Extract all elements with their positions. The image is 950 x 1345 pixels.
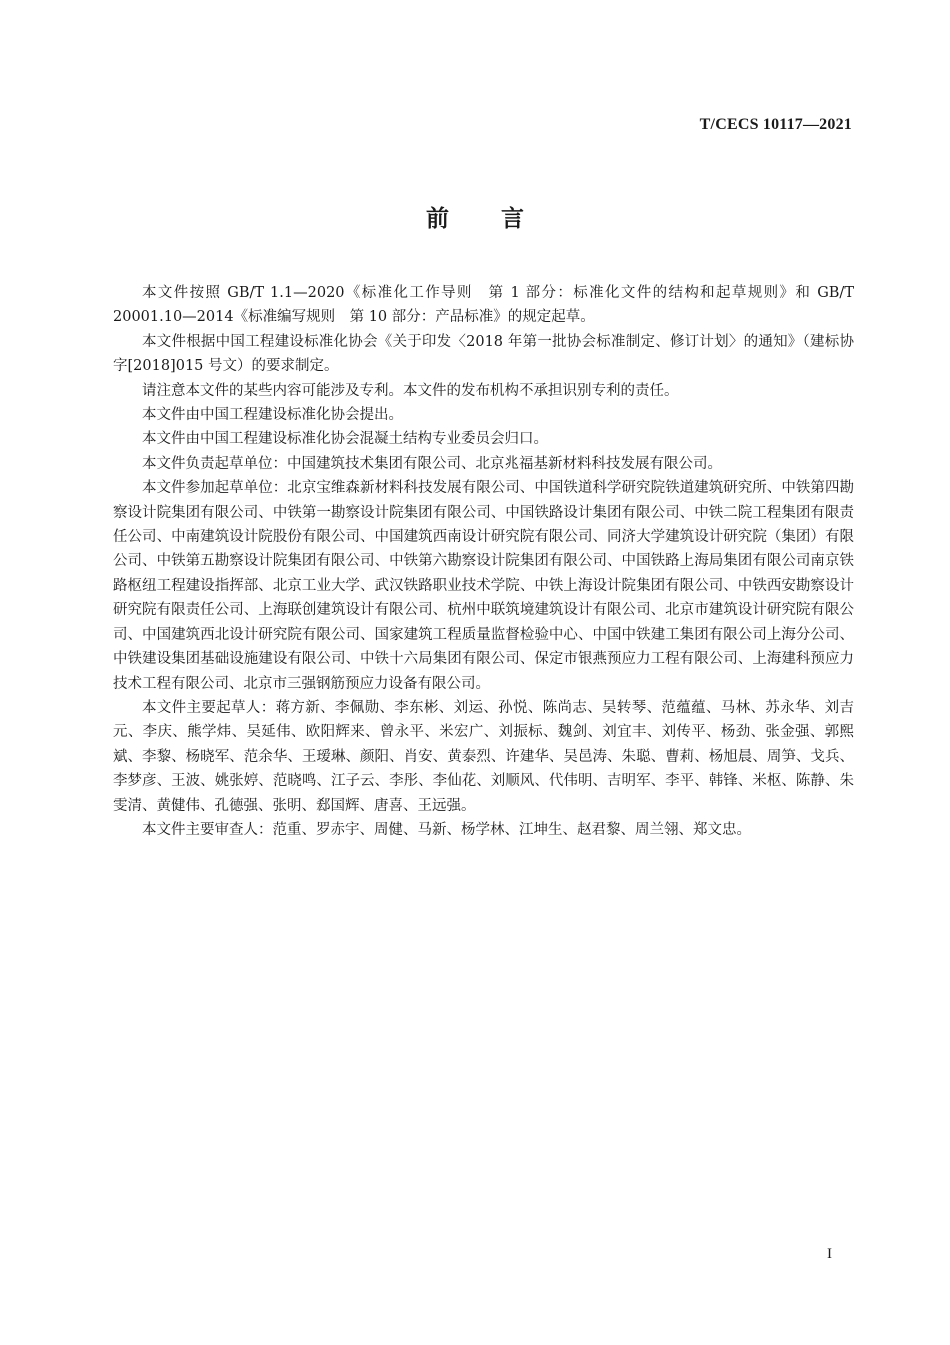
foreword-body xyxy=(113,281,854,842)
paragraph-lead-drafters: 本文件负责起草单位：中国建筑技术集团有限公司、北京兆福基新材料科技发展有限公司。 xyxy=(142,455,722,472)
paragraph-main-drafters: 本文件主要起草人：蒋方新、李佩勋、李东彬、刘运、孙悦、陈尚志、吴转琴、范蕴蕴、马林、苏永华、刘吉元、李庆、熊学炜、吴延伟、欧阳辉来、曾永平、米宏广、刘振标、魏剑、刘宜丰、刘传平、杨劲、张金强、郭熙斌、李黎、杨晓军、范余华、王瑷琳、颜阳、肖安、黄泰烈、许建华、吴邑涛、朱聪、曹莉、杨旭晨、周笋、戈兵、李梦彦、王波、姚张婷、范晓鸣、江子云、李彤、李仙花、刘顺风、代伟明、吉明军、李平、韩锋、米枢、陈静、朱雯清、黄健伟、孔德强、张明、郄国辉、唐喜、王远强。 xyxy=(113,699,854,814)
page-number: I xyxy=(827,1246,832,1262)
paragraph-patent-notice: 请注意本文件的某些内容可能涉及专利。本文件的发布机构不承担识别专利的责任。 xyxy=(142,382,679,399)
paragraph-drafting-rules: 本文件按照 GB/T 1.1—2020《标准化工作导则 第 1 部分：标准化文件的结构和起草规则》和 GB/T 20001.10—2014《标准编写规则 第 10 部分：产品标准》的规定起草。 xyxy=(113,285,854,326)
paragraph-proposer: 本文件由中国工程建设标准化协会提出。 xyxy=(142,407,403,424)
paragraph-participating-units: 本文件参加起草单位：北京宝维森新材料科技发展有限公司、中国铁道科学研究院铁道建筑研究所、中铁第四勘察设计院集团有限公司、中铁第一勘察设计院集团有限公司、中国铁路设计集团有限公司、中铁二院工程集团有限责任公司、中南建筑设计院股份有限公司、中国建筑西南设计研究院有限公司、同济大学建筑设计研究院（集团）有限公司、中铁第五勘察设计院集团有限公司、中铁第六勘察设计院集团有限公司、中国铁路上海局集团有限公司南京铁路枢纽工程建设指挥部、北京工业大学、武汉铁路职业技术学院、中铁上海设计院集团有限公司、中铁西安勘察设计研究院有限责任公司、上海联创建筑设计有限公司、杭州中联筑境建筑设计有限公司、北京市建筑设计研究院有限公司、中国建筑西北设计研究院有限公司、国家建筑工程质量监督检验中心、中国中铁建工集团有限公司上海分公司、中铁建设集团基础设施建设有限公司、中铁十六局集团有限公司、保定市银燕预应力工程有限公司、上海建科预应力技术工程有限公司、北京市三强钢筋预应力设备有限公司。 xyxy=(113,480,854,692)
paragraph-plan-basis: 本文件根据中国工程建设标准化协会《关于印发〈2018 年第一批协会标准制定、修订计划〉的通知》（建标协字[2018]015 号文）的要求制定。 xyxy=(113,333,854,375)
title-char-2: 言 xyxy=(501,206,524,232)
title-char-1: 前 xyxy=(426,206,449,232)
document-code: T/CECS 10117—2021 xyxy=(699,116,852,133)
paragraph-administrator: 本文件由中国工程建设标准化协会混凝土结构专业委员会归口。 xyxy=(142,431,548,448)
paragraph-reviewers: 本文件主要审查人：范重、罗赤宇、周健、马新、杨学林、江坤生、赵君黎、周兰翎、郑文忠。 xyxy=(142,821,751,838)
page-title xyxy=(0,200,950,233)
